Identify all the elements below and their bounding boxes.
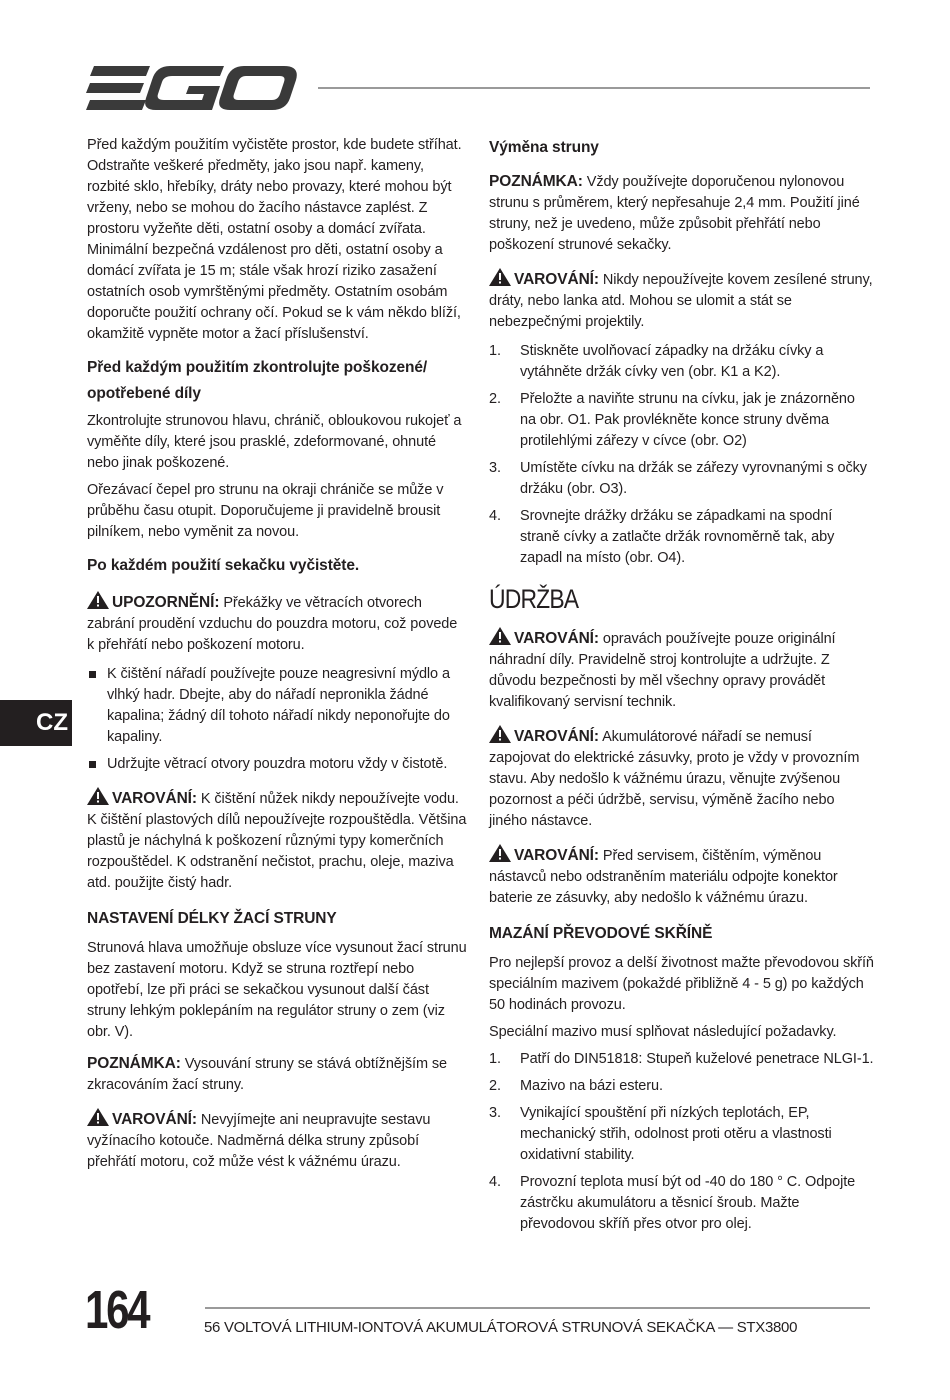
maintenance-title: ÚDRŽBA [489, 584, 579, 614]
clean-heading: Po každém použití sekačku vyčistěte. [87, 557, 360, 574]
gearbox-paragraph-1: Pro nejlepší provoz a delší životnost mažte převodovou skříň speciálním mazivem (pokaždé přibližně 4 - 5 g) po každých 50 hodinách provozu. [489, 955, 874, 1013]
step-text: Umístěte cívku na držák se zářezy vyrovnanými s očky držáku (obr. O3). [520, 460, 867, 497]
step-number: 4. [489, 508, 501, 524]
caution-block [87, 591, 467, 656]
warning-block [87, 787, 467, 894]
step-number: 1. [489, 343, 501, 359]
list-item [489, 389, 874, 452]
cleaning-bullets [87, 664, 467, 775]
step-number: 2. [489, 391, 501, 407]
caution-text: Překážky ve větracích otvorech zabrání proudění vzduchu do pouzdra motoru, což povede k přehřátí nebo poškození motoru. [87, 595, 458, 653]
step-number: 4. [489, 1174, 501, 1190]
warning-text: Nikdy nepoužívejte kovem zesílené struny, dráty, nebo lanka atd. Mohou se ulomit a stát se nebezpečnými projektily. [489, 272, 873, 330]
language-label: CZ [36, 709, 68, 736]
warning-lead: VAROVÁNÍ: [514, 847, 599, 864]
check-heading: Před každým použitím zkontrolujte poškozené/ opotřebené díly [87, 359, 428, 402]
step-text: Patří do DIN51818: Stupeň kuželové penetrace NLGI-1. [520, 1051, 874, 1067]
list-item [489, 341, 874, 383]
warning-triangle-icon [87, 787, 109, 805]
left-column [87, 135, 467, 1181]
warning-text: Nevyjímejte ani neupravujte sestavu vyžínacího kotouče. Nadměrná délka struny způsobí přehřátí motoru, což může vést k vážnému úrazu. [87, 1112, 431, 1170]
list-item [489, 506, 874, 569]
language-tab [0, 700, 72, 746]
step-text: Mazivo na bázi esteru. [520, 1078, 663, 1094]
header-rule [318, 87, 870, 89]
warning-triangle-icon [489, 627, 511, 645]
warning-triangle-icon [489, 844, 511, 862]
replace-line-heading: Výměna struny [489, 139, 599, 156]
warning-lead: VAROVÁNÍ: [112, 1111, 197, 1128]
step-text: Vynikající spouštění při nízkých teplotách, EP, mechanický střih, odolnost proti otěru a vlastnosti oxidativní stability. [520, 1105, 832, 1163]
bullet-square-icon [89, 671, 96, 678]
warning-block [489, 268, 874, 333]
note-lead: POZNÁMKA: [489, 173, 583, 190]
step-text: Provozní teplota musí být od -40 do 180 ° C. Odpojte zástrčku akumulátoru a těsnicí šroub. Mažte převodovou skříň přes otvor pro olej. [520, 1174, 856, 1232]
step-text: Stiskněte uvolňovací západky na držáku cívky a vytáhněte držák cívky ven (obr. K1 a K2). [520, 343, 824, 380]
replace-steps [489, 341, 874, 569]
list-item [489, 1103, 874, 1166]
caution-lead: UPOZORNĚNÍ: [112, 594, 220, 611]
warning-triangle-icon [489, 268, 511, 286]
line-length-paragraph: Strunová hlava umožňuje obsluze více vysunout žací strunu bez zastavení motoru. Když se struna roztřepí nebo opotřebí, lze při práci se sekačkou vysunout další část struny lehkým poklepáním na regulátor struny o zem (viz obr. V). [87, 940, 467, 1040]
note-block [489, 171, 874, 256]
step-text: Srovnejte drážky držáku se západkami na spodní straně cívky a zatlačte držák rovnoměrně tak, aby zapadl na místo (obr. O4). [520, 508, 835, 566]
warning-text: K čištění nůžek nikdy nepoužívejte vodu. K čištění plastových dílů nepoužívejte rozpouštědla. Většina plastů je náchylná k poškození různými typy komerčních rozpouštědel. K odstranění nečistot, prachu, oleje, maziva atd. použijte čistý hadr. [87, 791, 467, 891]
list-item [489, 1049, 874, 1070]
bullet-square-icon [89, 761, 96, 768]
check-paragraph-2: Ořezávací čepel pro strunu na okraji chrániče se může v průběhu času otupit. Doporučujeme ji pravidelně brousit pilníkem, nebo vyměnit za novou. [87, 482, 444, 540]
warning-lead: VAROVÁNÍ: [112, 790, 197, 807]
bullet-text: K čištění nářadí používejte pouze neagresivní mýdlo a vlhký hadr. Dbejte, aby do nářadí nepronikla žádné kapalina; žádný díl tohoto nářadí nikdy neponořujte do kapaliny. [107, 666, 450, 745]
step-number: 3. [489, 460, 501, 476]
warning-block [489, 627, 874, 713]
list-item [489, 1076, 874, 1097]
list-item [489, 458, 874, 500]
list-item [489, 1172, 874, 1235]
warning-block [489, 844, 874, 909]
warning-block [87, 1108, 467, 1173]
warning-triangle-icon [87, 591, 109, 609]
step-text: Přeložte a naviňte strunu na cívku, jak je znázorněno na obr. O1. Pak provlékněte konce struny dvěma protilehlými zářezy v cívce (obr. O2) [520, 391, 855, 449]
line-length-heading: NASTAVENÍ DÉLKY ŽACÍ STRUNY [87, 910, 337, 927]
intro-paragraph: Před každým použitím vyčistěte prostor, kde budete stříhat. Odstraňte veškeré předměty, jako jsou např. kameny, rozbité sklo, hřebíky, dráty nebo provazy, které mohou být vrženy, nebo se mohou do žacího nástavce zaplést. Z prostoru vyžeňte děti, ostatní osoby a domácí zvířata. Minimální bezpečná vzdálenost pro děti, ostatní osoby a domácí zvířata je 15 m; stále však hrozí riziko zasažení ostatních osob vymrštěnými předměty. Ostatním osobám doporučte použití ochrany očí. Pokud se k vám někdo blíží, okamžitě vypněte motor a žací příslušenství. [87, 137, 462, 342]
list-item [87, 754, 467, 775]
page-number: 164 [85, 1280, 149, 1340]
warning-lead: VAROVÁNÍ: [514, 728, 599, 745]
ego-logo [86, 64, 298, 112]
step-number: 3. [489, 1105, 501, 1121]
warning-triangle-icon [87, 1108, 109, 1126]
warning-text: Před servisem, čištěním, výměnou nástavců nebo odstraněním materiálu odpojte konektor baterie ze zásuvky, aby nedošlo k vážnému úrazu. [489, 848, 838, 906]
note-text: Vždy používejte doporučenou nylonovou strunu s průměrem, který nepřesahuje 2,4 mm. Použití jiné struny, než je uvedeno, může způsobit přehřátí nebo poškození strunové sekačky. [489, 174, 860, 253]
note-lead: POZNÁMKA: [87, 1055, 181, 1072]
bullet-text: Udržujte větrací otvory pouzdra motoru vždy v čistotě. [107, 756, 448, 772]
note-text: Vysouvání struny se stává obtížnějším se zkracováním žací struny. [87, 1056, 447, 1093]
list-item [87, 664, 467, 748]
warning-triangle-icon [489, 725, 511, 743]
step-number: 2. [489, 1078, 501, 1094]
grease-requirements [489, 1049, 874, 1235]
right-column [489, 135, 874, 1241]
footer-title: 56 VOLTOVÁ LITHIUM-IONTOVÁ AKUMULÁTOROVÁ STRUNOVÁ SEKAČKA — STX3800 [204, 1319, 798, 1336]
footer-rule [205, 1307, 870, 1309]
gearbox-lubrication-heading: MAZÁNÍ PŘEVODOVÉ SKŘÍNĚ [489, 925, 713, 942]
warning-text: Akumulátorové nářadí se nemusí zapojovat do elektrické zásuvky, proto je vždy v provozním stavu. Aby nedošlo k vážnému úrazu, věnujte zvýšenou pozornost a péči údržbě, servisu, výměně žacího nebo jiného nástavce. [489, 729, 860, 829]
warning-block [489, 725, 874, 832]
note-block [87, 1053, 467, 1096]
check-paragraph-1: Zkontrolujte strunovou hlavu, chránič, obloukovou rukojeť a vyměňte díly, které jsou prasklé, zdeformované, ohnuté nebo jinak poškozené. [87, 413, 462, 471]
warning-lead: VAROVÁNÍ: [514, 271, 599, 288]
gearbox-paragraph-2: Speciální mazivo musí splňovat následující požadavky. [489, 1024, 837, 1040]
step-number: 1. [489, 1051, 501, 1067]
warning-lead: VAROVÁNÍ: [514, 630, 599, 647]
warning-text: opravách používejte pouze originální náhradní díly. Pravidelně stroj kontrolujte a udržujte. Z důvodu bezpečnosti by měl všechny opravy provádět kvalifikovaný servisní technik. [489, 631, 836, 710]
